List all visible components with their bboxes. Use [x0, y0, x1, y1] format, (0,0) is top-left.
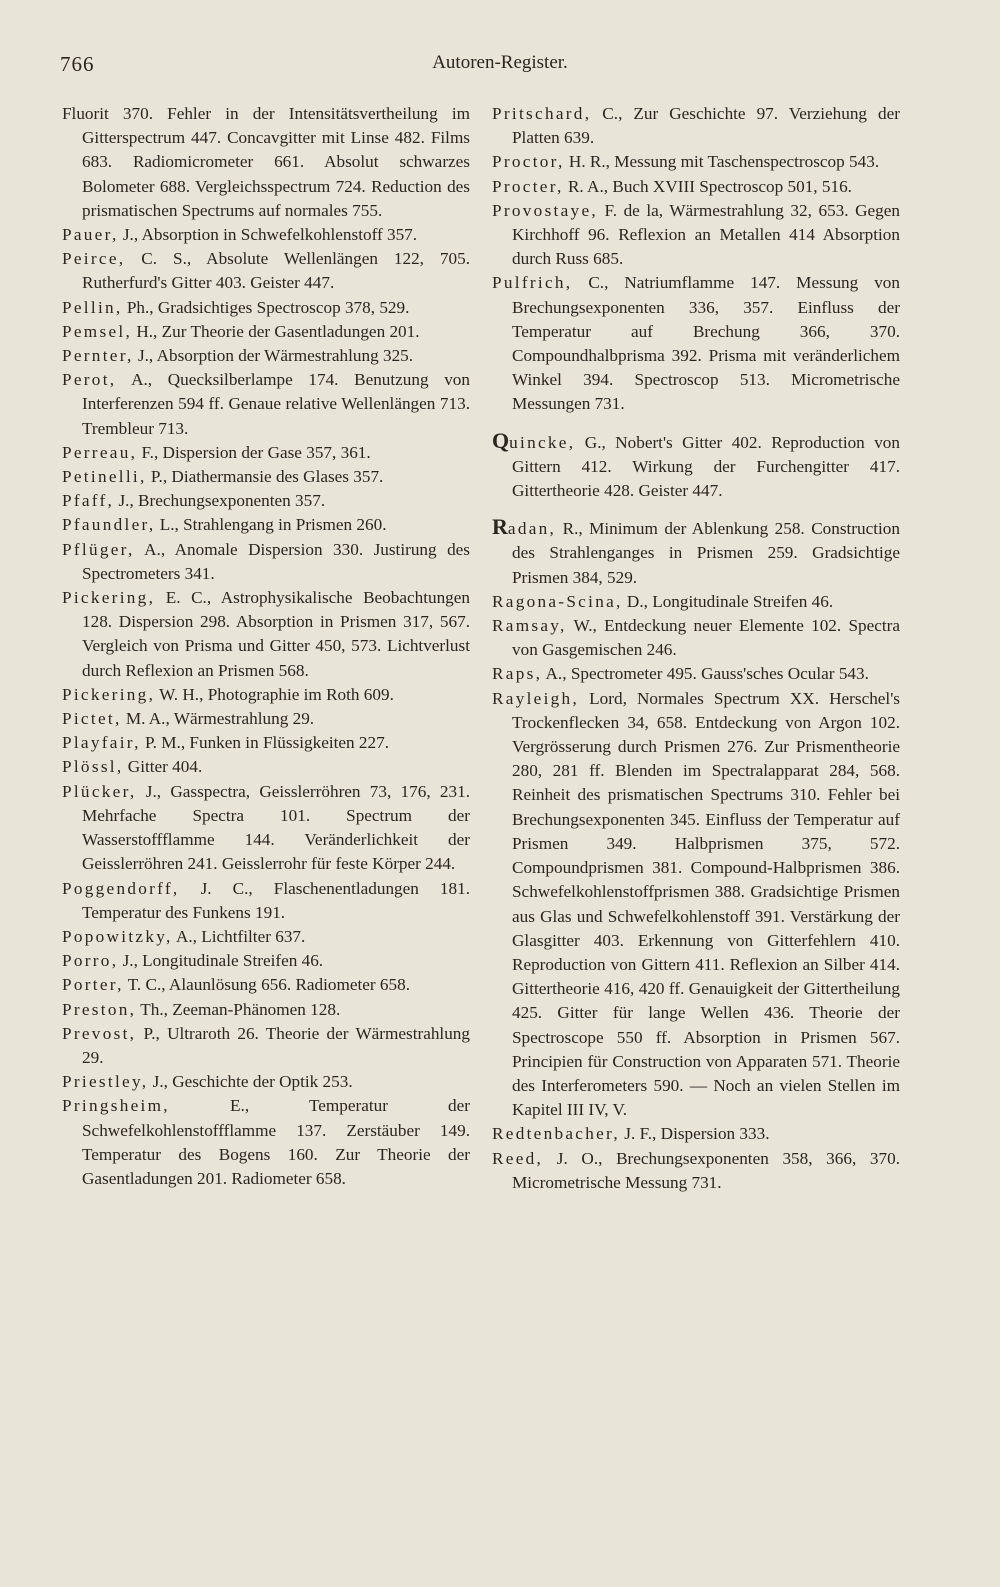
author-name: Pellin,	[62, 297, 123, 317]
index-entry	[62, 538, 470, 586]
index-entry	[62, 441, 470, 465]
author-name: Pringsheim,	[62, 1096, 170, 1116]
index-entry	[62, 586, 470, 683]
author-name: Procter,	[492, 176, 564, 196]
index-entry	[62, 513, 470, 537]
index-entry	[492, 429, 900, 504]
section-initial: Q	[492, 427, 510, 453]
entry-text: C., Natriumflamme 147. Messung von Brechungsexponenten 336, 357. Einfluss der Temperatur auf Brechung 366, 370. Compoundhalbprisma 392. Prisma mit veränderlichem Winkel 394. Spectroscop 513. Micrometrische Messungen 731.	[512, 273, 900, 414]
entry-text: D., Longitudinale Streifen 46.	[622, 591, 834, 611]
author-name: Pfaundler,	[62, 515, 156, 535]
author-name: Pfaff,	[62, 491, 115, 511]
index-entry	[62, 320, 470, 344]
entry-text: J., Gasspectra, Geisslerröhren 73, 176, 231. Mehrfache Spectra 101. Spectrum der Wasserstoffflamme 144. Veränderlichkeit der Geisslerröhren 241. Geisslerrohr für feste Körper 244.	[82, 781, 470, 874]
author-name: Perot,	[62, 370, 117, 390]
index-entry	[492, 102, 900, 150]
section-initial: R	[492, 514, 508, 540]
author-name: Pickering,	[62, 588, 156, 608]
entry-text: P. M., Funken in Flüssigkeiten 227.	[140, 733, 390, 753]
entry-text: W., Entdeckung neuer Elemente 102. Spectra von Gasgemischen 246.	[512, 616, 900, 660]
index-entry	[62, 731, 470, 755]
author-name: Porro,	[62, 951, 119, 971]
index-entry	[62, 1022, 470, 1070]
index-entry	[62, 223, 470, 247]
entry-text: J., Brechungsexponenten 357.	[114, 491, 326, 511]
author-name: Ragona-Scina,	[492, 591, 623, 611]
author-name: Preston,	[62, 999, 137, 1019]
index-entry	[62, 755, 470, 779]
author-name: Raps,	[492, 664, 543, 684]
entry-text: T. C., Alaunlösung 656. Radiometer 658.	[123, 975, 410, 995]
author-name: Provostaye,	[492, 200, 598, 220]
index-entry	[492, 271, 900, 416]
author-name: Plücker,	[62, 781, 137, 801]
entry-text: J. F., Dispersion 333.	[620, 1124, 770, 1144]
index-entry	[62, 707, 470, 731]
author-name: Pritschard,	[492, 104, 592, 123]
author-name: Redtenbacher,	[492, 1124, 620, 1144]
index-entry	[62, 344, 470, 368]
entry-text: A., Quecksilberlampe 174. Benutzung von Interferenzen 594 ff. Genaue relative Wellenlängen 713. Trembleur 713.	[82, 370, 470, 438]
entry-text: H., Zur Theorie der Gasentladungen 201.	[132, 321, 420, 341]
index-entry	[62, 1070, 470, 1094]
entry-text: J., Absorption in Schwefelkohlenstoff 357.	[118, 225, 418, 245]
author-name: uincke,	[509, 432, 576, 452]
author-name: Popowitzky,	[62, 926, 173, 946]
index-entry	[62, 247, 470, 295]
index-entry	[492, 515, 900, 590]
entry-text: J., Absorption der Wärmestrahlung 325.	[133, 346, 414, 366]
page-number: 766	[60, 52, 95, 76]
index-entry	[62, 949, 470, 973]
entry-text: G., Nobert's Gitter 402. Reproduction von Gittern 412. Wirkung der Furchengitter 417. Gittertheorie 428. Geister 447.	[512, 432, 900, 501]
index-entry	[492, 687, 900, 1123]
entry-text: A., Anomale Dispersion 330. Justirung des Spectrometers 341.	[82, 539, 470, 583]
entry-text: A., Spectrometer 495. Gauss'sches Ocular 543.	[542, 664, 869, 684]
entry-text: C., Zur Geschichte 97. Verziehung der Platten 639.	[512, 104, 900, 148]
author-name: Peirce,	[62, 249, 126, 269]
index-entry	[62, 683, 470, 707]
entry-text: R. A., Buch XVIII Spectroscop 501, 516.	[563, 176, 852, 196]
index-entry	[62, 1094, 470, 1191]
index-entry	[62, 102, 470, 223]
author-name: Rayleigh,	[492, 688, 580, 708]
entry-text: J. O., Brechungsexponenten 358, 366, 370. Micrometrische Messung 731.	[512, 1148, 900, 1192]
entry-text: P., Diathermansie des Glases 357.	[146, 467, 384, 487]
entry-text: Lord, Normales Spectrum XX. Herschel's Trockenflecken 34, 658. Entdeckung von Argon 102. Vergrösserung durch Prismen 276. Zur Prismentheorie 280, 281 ff. Blenden im Spectralapparat 284, 568. Reinheit des prismatischen Spectrums 310. Fehler bei Brechungsexponenten 345. Einfluss der Temperatur auf Prismen 349. Halbprismen 375, 572. Compoundprismen 381. Compound-Halbprismen 386. Schwefelkohlenstoffprismen 388. Gradsichtige Prismen aus Glas und Schwefelkohlenstoff 391. Verstärkung der Glasgitter 403. Erkennung von Gitterfehlern 410. Reproduction von Gittern 411. Reflexion an Silber 414. Gittertheorie 416, 420 ff. Genauigkeit der Gittertheilung 425. Gitter für lange Wellen 436. Theorie der Spectroscope 550 ff. Absorption in Prismen 567. Principien für Construction von Apparaten 571. Theorie des Interferometers 590. — Noch an vielen Stellen im Kapitel III IV, V.	[512, 688, 900, 1120]
index-entry	[62, 877, 470, 925]
index-entry	[492, 199, 900, 272]
author-name: Ramsay,	[492, 616, 567, 636]
entry-text: Fluorit 370. Fehler in der Intensitätsvertheilung im Gitterspectrum 447. Concavgitter mit Linse 482. Films 683. Radiomicrometer 661. Absolut schwarzes Bolometer 688. Vergleichsspectrum 724. Reduction des prismatischen Spectrums auf normales 755.	[62, 104, 470, 220]
author-name: Pickering,	[62, 684, 156, 704]
entry-text: E., Temperatur der Schwefelkohlenstoffflamme 137. Zerstäuber 149. Temperatur des Bogens 160. Zur Theorie der Gasentladungen 201. Radiometer 658.	[82, 1096, 470, 1188]
entry-text: J., Longitudinale Streifen 46.	[118, 951, 324, 971]
entry-text: A., Lichtfilter 637.	[172, 926, 306, 946]
author-name: Pauer,	[62, 225, 119, 245]
author-name: Reed,	[492, 1148, 544, 1168]
entry-text: M. A., Wärmestrahlung 29.	[121, 709, 315, 729]
entry-text: L., Strahlengang in Prismen 260.	[155, 515, 387, 535]
entry-text: J. C., Flaschenentladungen 181. Temperatur des Funkens 191.	[82, 878, 470, 922]
entry-text: R., Minimum der Ablenkung 258. Construction des Strahlenganges in Prismen 259. Gradsichtige Prismen 384, 529.	[512, 519, 900, 587]
author-name: Porter,	[62, 975, 124, 995]
index-entry	[492, 662, 900, 686]
index-entry	[62, 489, 470, 513]
index-entry	[492, 150, 900, 174]
author-name: Poggendorff,	[62, 878, 180, 898]
author-name: Priestley,	[62, 1072, 149, 1092]
entry-text: P., Ultraroth 26. Theorie der Wärmestrahlung 29.	[82, 1023, 470, 1067]
author-name: Prevost,	[62, 1023, 137, 1043]
entry-text: C. S., Absolute Wellenlängen 122, 705. Rutherfurd's Gitter 403. Geister 447.	[82, 249, 470, 293]
author-name: Pemsel,	[62, 321, 133, 341]
index-entry	[492, 590, 900, 614]
author-name: Proctor,	[492, 152, 565, 172]
index-entry	[62, 296, 470, 320]
entry-text: Gitter 404.	[123, 757, 203, 777]
index-entry	[62, 998, 470, 1022]
index-entry	[62, 973, 470, 997]
index-entry	[492, 1147, 900, 1195]
right-column	[492, 102, 900, 1195]
entry-text: W. H., Photographie im Roth 609.	[155, 684, 394, 704]
index-entry	[62, 465, 470, 489]
author-name: adan,	[507, 519, 557, 539]
author-name: Perreau,	[62, 442, 138, 462]
author-name: Pulfrich,	[492, 273, 573, 293]
left-column	[62, 102, 470, 1191]
running-title: Autoren-Register.	[432, 52, 568, 73]
author-name: Pictet,	[62, 709, 122, 729]
author-name: Pflüger,	[62, 539, 135, 559]
page-header	[60, 52, 940, 82]
entry-text: H. R., Messung mit Taschenspectroscop 543.	[564, 152, 880, 172]
index-entry	[492, 175, 900, 199]
author-name: Pernter,	[62, 346, 134, 366]
index-entry	[62, 780, 470, 877]
index-entry	[62, 368, 470, 441]
author-name: Playfair,	[62, 733, 141, 753]
entry-text: Th., Zeeman-Phänomen 128.	[136, 999, 341, 1019]
entry-text: Ph., Gradsichtiges Spectroscop 378, 529.	[122, 297, 410, 317]
entry-text: F., Dispersion der Gase 357, 361.	[137, 442, 371, 462]
index-entry	[62, 925, 470, 949]
author-name: Plössl,	[62, 757, 124, 777]
entry-text: J., Geschichte der Optik 253.	[148, 1072, 353, 1092]
index-entry	[492, 614, 900, 662]
author-name: Petinelli,	[62, 467, 147, 487]
entry-text: F. de la, Wärmestrahlung 32, 653. Gegen Kirchhoff 96. Reflexion an Metallen 414 Absorption durch Russ 685.	[512, 200, 900, 269]
entry-text: E. C., Astrophysikalische Beobachtungen 128. Dispersion 298. Absorption in Prismen 317, 567. Vergleich von Prisma und Gitter 450, 573. Lichtverlust durch Reflexion an Prismen 568.	[82, 588, 470, 680]
index-entry	[492, 1122, 900, 1146]
